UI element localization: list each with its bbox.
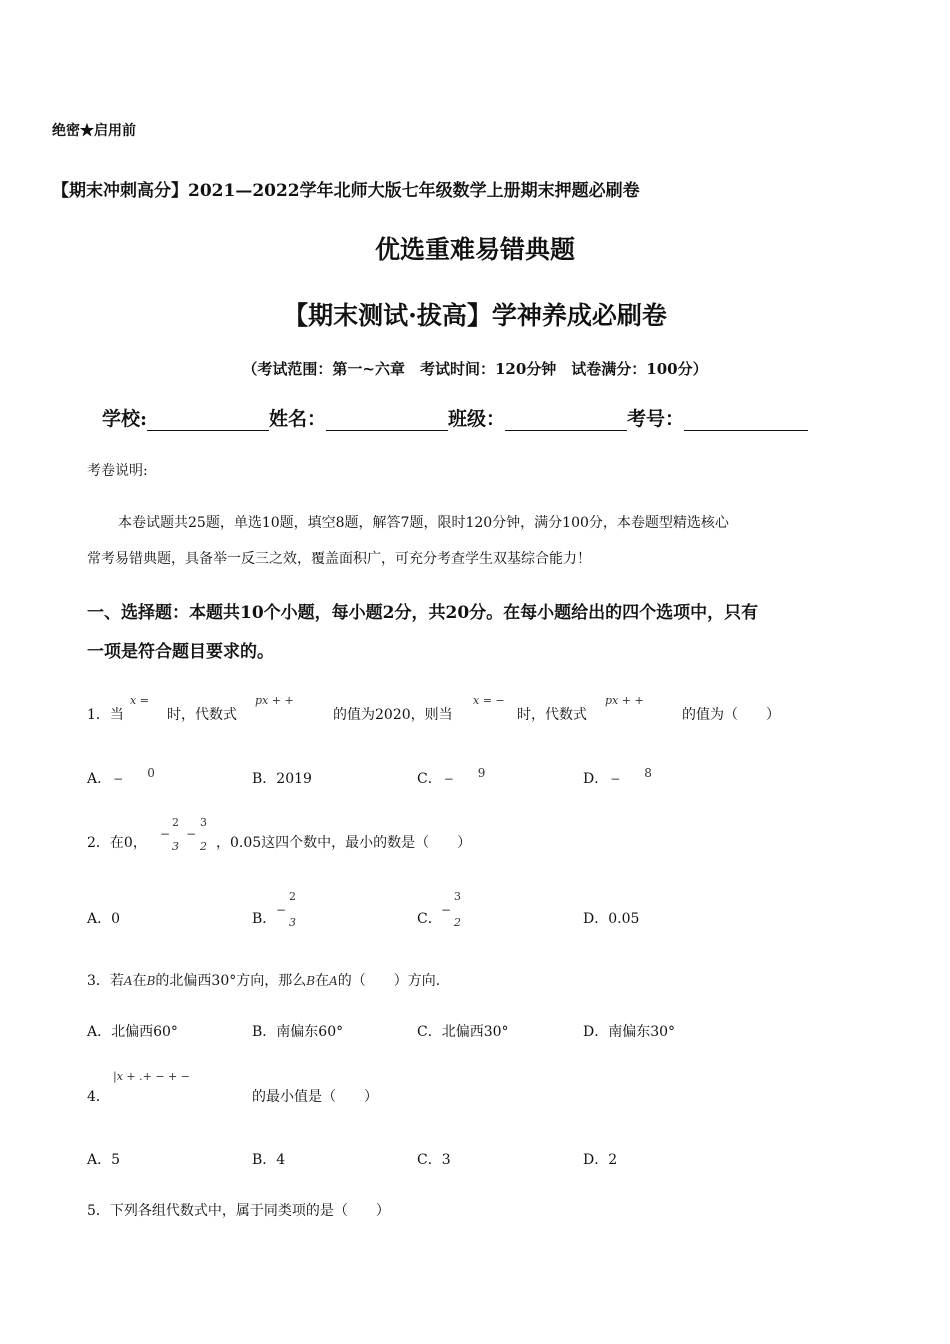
q2-part-2: ，0.05这四个数中，最小的数是（ ） xyxy=(216,835,472,851)
svg-text:3: 3 xyxy=(454,890,461,903)
section-1-line-2: 一项是符合题目要求的。 xyxy=(87,642,274,662)
svg-text:3: 3 xyxy=(289,916,296,928)
instructions-line-1: 本卷试题共25题，单选10题，填空8题，解答7题，限时120分钟，满分100分，本卷题型精选核心 xyxy=(118,515,729,531)
q1-option-a: A． − 0 xyxy=(87,766,155,787)
q2-option-c-fraction xyxy=(441,888,469,928)
q1-formula-2: px + + xyxy=(255,694,294,707)
q4-option-b: B．4 xyxy=(252,1152,286,1168)
q1-formula-3: x = − xyxy=(473,694,505,707)
subtitle-1: 优选重难易错典题 xyxy=(374,235,575,264)
q2-fractions xyxy=(158,814,214,852)
main-title: 【期末冲刺高分】2021—2022学年北师大版七年级数学上册期末押题必刷卷 xyxy=(52,181,640,201)
q4-formula: |x + .+ − + − xyxy=(113,1070,190,1083)
secret-mark: 绝密★启用前 xyxy=(52,123,136,139)
q2-option-c: C． xyxy=(417,911,442,927)
svg-text:3: 3 xyxy=(172,840,179,852)
class-label: 班级： xyxy=(448,408,506,430)
q3-option-a: A．北偏西60° xyxy=(87,1024,178,1040)
svg-text:2: 2 xyxy=(289,890,296,903)
q1-formula-4: px + + xyxy=(605,694,644,707)
q1-part-5: 的值为（ ） xyxy=(682,707,780,723)
svg-text:−: − xyxy=(441,903,452,917)
school-label: 学校: xyxy=(102,408,148,430)
q4-option-c: C．3 xyxy=(417,1152,451,1168)
q1-formula-1: x = xyxy=(130,694,149,707)
q2-option-d: D．0.05 xyxy=(583,911,640,927)
name-label: 姓名： xyxy=(269,408,327,430)
q2-part-1: 2．在0， xyxy=(87,835,147,851)
q1-part-3: 的值为2020，则当 xyxy=(333,707,453,723)
svg-text:2: 2 xyxy=(454,916,461,928)
instructions-label: 考卷说明: xyxy=(87,463,148,479)
svg-text:−: − xyxy=(276,903,287,917)
q3-stem: 3．若A在B的北偏西30°方向，那么B在A的（ ）方向. xyxy=(87,973,441,989)
q2-option-b-fraction xyxy=(276,888,304,928)
q2-option-b: B． xyxy=(252,911,277,927)
svg-text:2: 2 xyxy=(200,840,207,852)
q4-number: 4． xyxy=(87,1089,110,1105)
svg-text:−: − xyxy=(160,827,171,841)
svg-text:2: 2 xyxy=(172,816,179,829)
exam-no-field[interactable] xyxy=(684,412,808,431)
q2-option-a: A．0 xyxy=(87,911,121,927)
name-field[interactable] xyxy=(326,412,448,431)
q4-option-a: A．5 xyxy=(87,1152,121,1168)
school-field[interactable] xyxy=(147,412,269,431)
q5-stem: 5．下列各组代数式中，属于同类项的是（ ） xyxy=(87,1203,390,1219)
q1-part-4: 时，代数式 xyxy=(517,707,587,723)
exam-no-label: 考号： xyxy=(627,408,685,430)
q1-option-d: D． − 8 xyxy=(583,766,652,787)
student-fields xyxy=(102,404,808,431)
q3-option-c: C．北偏西30° xyxy=(417,1024,509,1040)
q1-option-c: C． − 9 xyxy=(417,766,486,787)
q4-text: 的最小值是（ ） xyxy=(252,1089,378,1105)
q4-option-d: D．2 xyxy=(583,1152,618,1168)
q1-part-2: 时，代数式 xyxy=(167,707,237,723)
instructions-line-2: 常考易错典题，具备举一反三之效，覆盖面积广，可充分考查学生双基综合能力！ xyxy=(87,551,591,567)
q1-option-b: B．2019 xyxy=(252,771,312,787)
section-1-line-1: 一、选择题：本题共10个小题，每小题2分，共20分。在每小题给出的四个选项中，只有 xyxy=(87,603,759,623)
q3-option-d: D．南偏东30° xyxy=(583,1024,676,1040)
q1-part-1: 1．当 xyxy=(87,707,124,723)
class-field[interactable] xyxy=(505,412,627,431)
q3-option-b: B．南偏东60° xyxy=(252,1024,344,1040)
subtitle-2: 【期末测试·拔高】学神养成必刷卷 xyxy=(283,301,667,330)
svg-text:3: 3 xyxy=(200,816,207,829)
exam-info: （考试范围：第一~六章 考试时间：120分钟 试卷满分：100分） xyxy=(242,360,708,378)
svg-text:−: − xyxy=(186,827,197,841)
